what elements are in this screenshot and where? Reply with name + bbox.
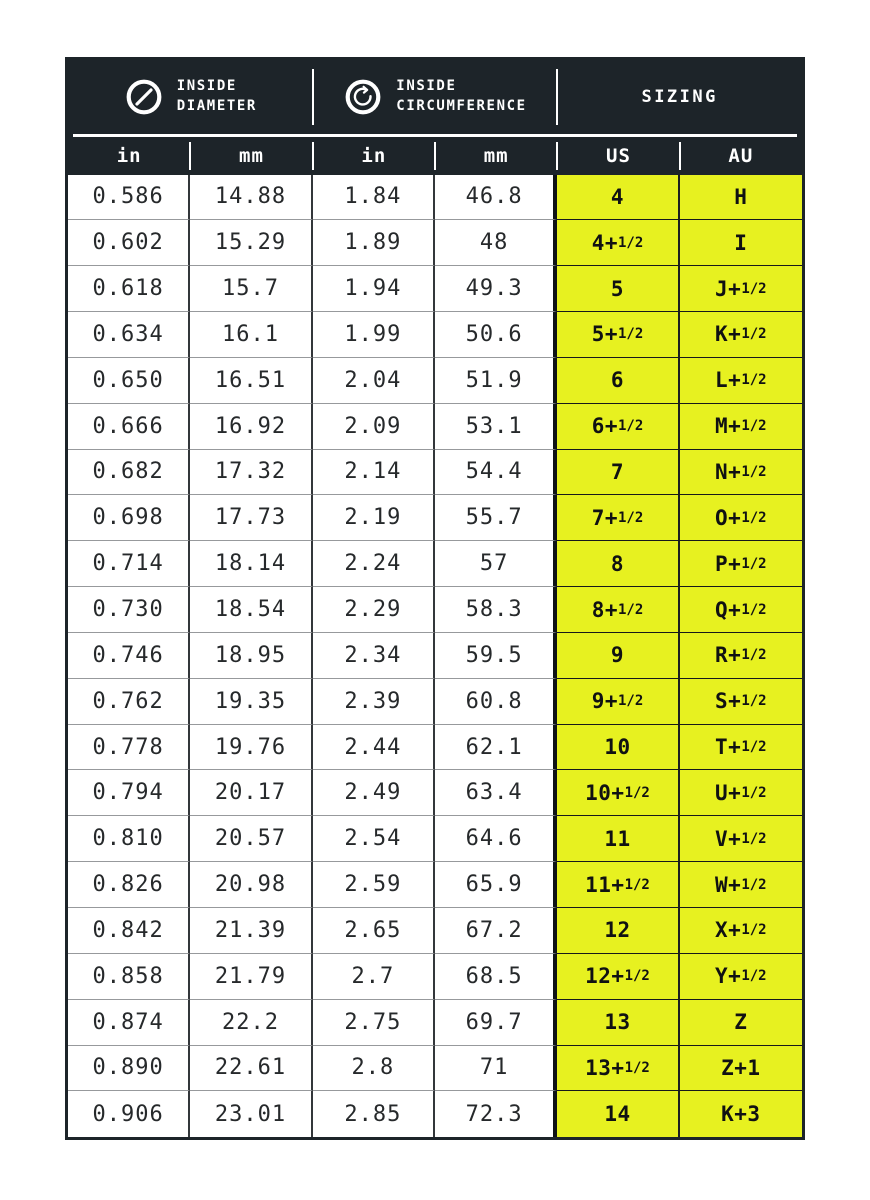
col-label-diameter-in: in [116,144,142,167]
measure-cell: 1.99 [313,312,435,358]
measure-cell: 72.3 [435,1091,557,1137]
size-cell: 13 [557,1000,679,1046]
measure-cell: 64.6 [435,816,557,862]
size-cell: 6 [557,358,679,404]
measure-cell: 2.24 [313,541,435,587]
column-labels-row [68,137,802,175]
col-label-us: US [557,137,679,175]
measure-cell: 16.51 [190,358,312,404]
size-cell: H [680,175,802,221]
measure-cell: 0.762 [68,679,190,725]
measure-cell: 60.8 [435,679,557,725]
size-cell: 9 [557,633,679,679]
size-cell: O+ 1/2 [680,495,802,541]
header-group-label [177,77,257,116]
table-row [68,495,802,541]
size-cell: 14 [557,1091,679,1137]
table-row [68,175,802,221]
measure-cell: 17.32 [190,450,312,496]
measure-cell: 2.04 [313,358,435,404]
measure-cell: 0.698 [68,495,190,541]
table-row [68,679,802,725]
measure-cell: 63.4 [435,770,557,816]
measure-cell: 0.746 [68,633,190,679]
measure-cell: 0.650 [68,358,190,404]
size-cell: 5+ 1/2 [557,312,679,358]
size-cell: Z [680,1000,802,1046]
measure-cell: 22.61 [190,1046,312,1092]
size-cell: N+ 1/2 [680,450,802,496]
size-cell: 11 [557,816,679,862]
header-group-sizing [557,60,802,134]
size-cell: M+ 1/2 [680,404,802,450]
size-cell: 4 [557,175,679,221]
measure-cell: 2.75 [313,1000,435,1046]
header-line: INSIDE [176,78,237,95]
size-cell: 5 [557,266,679,312]
table-row [68,633,802,679]
measure-cell: 1.94 [313,266,435,312]
table-row [68,220,802,266]
table-row [68,862,802,908]
table-row [68,587,802,633]
table-row [68,1091,802,1137]
measure-cell: 53.1 [435,404,557,450]
measure-cell: 0.858 [68,954,190,1000]
measure-cell: 2.8 [313,1046,435,1092]
size-cell: 8+ 1/2 [557,587,679,633]
size-cell: I [680,220,802,266]
table-row [68,404,802,450]
size-cell: 11+ 1/2 [557,862,679,908]
table-row [68,541,802,587]
measure-cell: 58.3 [435,587,557,633]
size-cell: V+ 1/2 [680,816,802,862]
measure-cell: 18.14 [190,541,312,587]
measure-cell: 0.810 [68,816,190,862]
sizing-label: SIZING [641,87,718,107]
size-cell: R+ 1/2 [680,633,802,679]
table-row [68,908,802,954]
measure-cell: 0.874 [68,1000,190,1046]
measure-cell: 62.1 [435,725,557,771]
measure-cell: 16.1 [190,312,312,358]
measure-cell: 0.682 [68,450,190,496]
size-cell: Y+ 1/2 [680,954,802,1000]
col-label-circumference-mm: mm [435,137,557,175]
size-cell: 12 [557,908,679,954]
measure-cell: 19.76 [190,725,312,771]
measure-cell: 2.7 [313,954,435,1000]
table-row [68,312,802,358]
measure-cell: 0.634 [68,312,190,358]
measure-cell: 59.5 [435,633,557,679]
measure-cell: 0.618 [68,266,190,312]
header-group-row [68,60,802,134]
measure-cell: 2.59 [313,862,435,908]
measure-cell: 0.586 [68,175,190,221]
col-label-circumference-in: in [313,137,435,175]
size-cell: 4+ 1/2 [557,220,679,266]
measure-cell: 0.730 [68,587,190,633]
measure-cell: 71 [435,1046,557,1092]
header-line: DIAMETER [176,98,257,114]
size-cell: 7+ 1/2 [557,495,679,541]
measure-cell: 18.54 [190,587,312,633]
measure-cell: 2.29 [313,587,435,633]
size-cell: 10 [557,725,679,771]
measure-cell: 15.29 [190,220,312,266]
table-row [68,954,802,1000]
size-cell: 8 [557,541,679,587]
size-cell: Q+ 1/2 [680,587,802,633]
measure-cell: 2.09 [313,404,435,450]
table-row [68,770,802,816]
measure-cell: 0.826 [68,862,190,908]
measure-cell: 15.7 [190,266,312,312]
measure-cell: 2.54 [313,816,435,862]
measure-cell: 17.73 [190,495,312,541]
measure-cell: 55.7 [435,495,557,541]
table-row [68,816,802,862]
measure-cell: 0.714 [68,541,190,587]
col-label-au: AU [680,137,802,175]
measure-cell: 51.9 [435,358,557,404]
size-cell: K+ 1/2 [680,312,802,358]
ring-size-chart [65,57,805,1140]
measure-cell: 0.602 [68,220,190,266]
size-cell: L+ 1/2 [680,358,802,404]
measure-cell: 20.57 [190,816,312,862]
header-line: INSIDE [396,78,457,95]
diameter-icon [124,77,164,117]
measure-cell: 2.39 [313,679,435,725]
measure-cell: 1.84 [313,175,435,221]
size-cell: U+ 1/2 [680,770,802,816]
size-cell: 7 [557,450,679,496]
size-cell: 6+ 1/2 [557,404,679,450]
table-row [68,450,802,496]
size-cell: J+ 1/2 [680,266,802,312]
measure-cell: 54.4 [435,450,557,496]
measure-cell: 1.89 [313,220,435,266]
measure-cell: 20.17 [190,770,312,816]
measure-cell: 2.14 [313,450,435,496]
size-cell: 12+ 1/2 [557,954,679,1000]
size-cell: 13+ 1/2 [557,1046,679,1092]
table-body [68,175,802,1138]
measure-cell: 68.5 [435,954,557,1000]
measure-cell: 57 [435,541,557,587]
measure-cell: 67.2 [435,908,557,954]
size-cell: W+ 1/2 [680,862,802,908]
measure-cell: 46.8 [435,175,557,221]
table-row [68,358,802,404]
header-group-label [396,77,526,116]
measure-cell: 0.666 [68,404,190,450]
size-cell: 9+ 1/2 [557,679,679,725]
header-line: CIRCUMFERENCE [396,98,527,114]
measure-cell: 23.01 [190,1091,312,1137]
size-cell: Z+1 [680,1046,802,1092]
measure-cell: 0.890 [68,1046,190,1092]
col-label-diameter-mm: mm [190,137,312,175]
table-row [68,266,802,312]
measure-cell: 21.79 [190,954,312,1000]
table-row [68,725,802,771]
header-group-inside-diameter [68,60,313,134]
size-cell: X+ 1/2 [680,908,802,954]
size-cell: K+3 [680,1091,802,1137]
measure-cell: 2.65 [313,908,435,954]
measure-cell: 49.3 [435,266,557,312]
measure-cell: 2.34 [313,633,435,679]
measure-cell: 22.2 [190,1000,312,1046]
measure-cell: 50.6 [435,312,557,358]
measure-cell: 20.98 [190,862,312,908]
measure-cell: 16.92 [190,404,312,450]
measure-cell: 0.778 [68,725,190,771]
measure-cell: 2.85 [313,1091,435,1137]
header-group-inside-circumference [313,60,558,134]
measure-cell: 69.7 [435,1000,557,1046]
measure-cell: 2.19 [313,495,435,541]
measure-cell: 14.88 [190,175,312,221]
measure-cell: 21.39 [190,908,312,954]
size-cell: S+ 1/2 [680,679,802,725]
size-cell: P+ 1/2 [680,541,802,587]
measure-cell: 65.9 [435,862,557,908]
size-cell: T+ 1/2 [680,725,802,771]
measure-cell: 0.906 [68,1091,190,1137]
measure-cell: 2.49 [313,770,435,816]
table-row [68,1000,802,1046]
measure-cell: 19.35 [190,679,312,725]
measure-cell: 18.95 [190,633,312,679]
table-row [68,1046,802,1092]
measure-cell: 0.842 [68,908,190,954]
measure-cell: 48 [435,220,557,266]
size-cell: 10+ 1/2 [557,770,679,816]
measure-cell: 0.794 [68,770,190,816]
circumference-icon [343,77,383,117]
measure-cell: 2.44 [313,725,435,771]
table-header [68,60,802,175]
